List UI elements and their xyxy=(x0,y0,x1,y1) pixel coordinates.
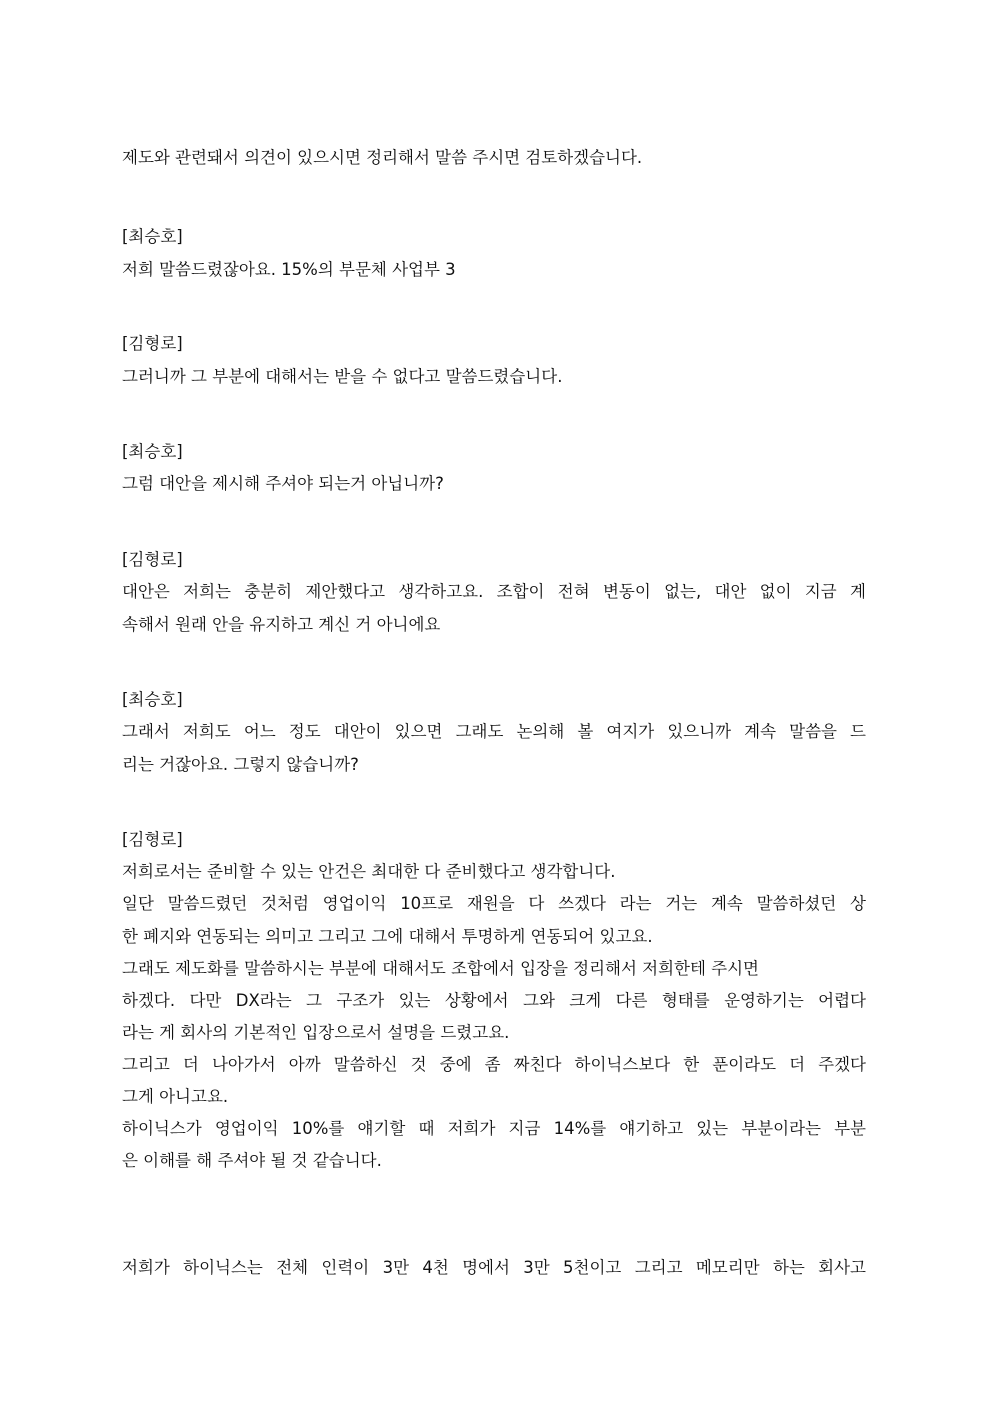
speaker-label: [김형로] xyxy=(122,334,183,353)
speaker-label: [최승호] xyxy=(122,690,183,709)
text-line: 일단 말씀드렸던 것처럼 영업이익 10프로 재원을 다 쓰겠다 라는 거는 계속 말씀하셨던 상 xyxy=(122,894,866,913)
text-line: 리는 거잖아요. 그렇지 않습니까? xyxy=(122,755,359,774)
speaker-label: [최승호] xyxy=(122,442,183,461)
text-line: 저희가 하이닉스는 전체 인력이 3만 4천 명에서 3만 5천이고 그리고 메모리만 하는 회사고 xyxy=(122,1258,866,1277)
text-line: 그럼 대안을 제시해 주셔야 되는거 아닙니까? xyxy=(122,474,444,493)
text-line: 한 폐지와 연동되는 의미고 그리고 그에 대해서 투명하게 연동되어 있고요. xyxy=(122,927,653,946)
text-line: 그래서 저희도 어느 정도 대안이 있으면 그래도 논의해 볼 여지가 있으니까 계속 말씀을 드 xyxy=(122,722,866,741)
speaker-label: [김형로] xyxy=(122,550,183,569)
text-line: 그러니까 그 부분에 대해서는 받을 수 없다고 말씀드렸습니다. xyxy=(122,367,563,386)
text-line: 하겠다. 다만 DX라는 그 구조가 있는 상황에서 그와 크게 다른 형태를 운영하기는 어렵다 xyxy=(122,991,866,1010)
text-line: 저희 말씀드렸잖아요. 15%의 부문체 사업부 3 xyxy=(122,260,456,279)
text-line: 대안은 저희는 충분히 제안했다고 생각하고요. 조합이 전혀 변동이 없는, 대안 없이 지금 계 xyxy=(122,582,866,601)
speaker-label: [김형로] xyxy=(122,830,183,849)
text-line: 그게 아니고요. xyxy=(122,1087,229,1106)
text-line: 저희로서는 준비할 수 있는 안건은 최대한 다 준비했다고 생각합니다. xyxy=(122,862,616,881)
text-line: 은 이해를 해 주셔야 될 것 같습니다. xyxy=(122,1151,382,1170)
speaker-label: [최승호] xyxy=(122,227,183,246)
text-line: 속해서 원래 안을 유지하고 계신 거 아니에요 xyxy=(122,615,441,634)
text-line: 그래도 제도화를 말씀하시는 부분에 대해서도 조합에서 입장을 정리해서 저희한테 주시면 xyxy=(122,959,759,978)
text-line: 그리고 더 나아가서 아까 말씀하신 것 중에 좀 짜친다 하이닉스보다 한 푼이라도 더 주겠다 xyxy=(122,1055,866,1074)
text-line: 하이닉스가 영업이익 10%를 얘기할 때 저희가 지금 14%를 얘기하고 있는 부분이라는 부분 xyxy=(122,1119,866,1138)
text-line: 제도와 관련돼서 의견이 있으시면 정리해서 말씀 주시면 검토하겠습니다. xyxy=(122,148,643,167)
text-line: 라는 게 회사의 기본적인 입장으로서 설명을 드렸고요. xyxy=(122,1023,510,1042)
